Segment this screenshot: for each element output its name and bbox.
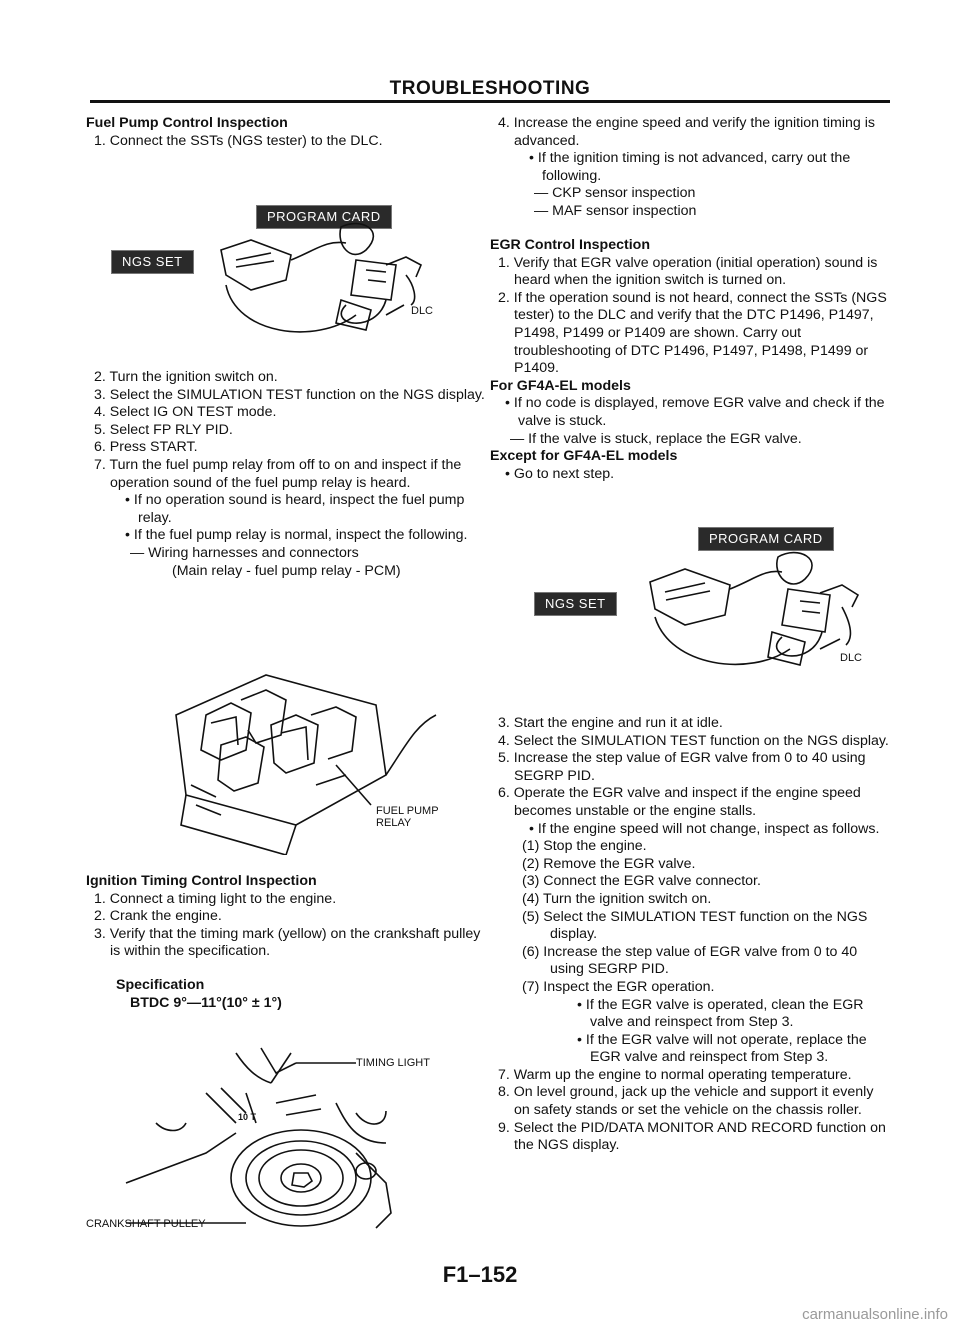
ignition-step-2: 2. Crank the engine. [94,908,222,925]
fuel-pump-relay-label-1: FUEL PUMP [376,805,439,817]
fuel-dash-1-sub: (Main relay - fuel pump relay - PCM) [172,562,401,579]
fuel-step-6: 6. Press START. [94,439,198,456]
crank-pulley-label: CRANKSHAFT PULLEY [86,1218,206,1230]
ngs-setup-figure [86,205,486,345]
egr-step-2: 2. If the operation sound is not heard, connect the SSTs (NGS tester) to the DLC and verify that the DTC P1496, P1497, P1498, P1499 or P1409 are shown. Carry out troubleshooting of DTC P1496, P1497, P1498, P1499 or P1409. [498,289,887,377]
specification [86,977,486,1012]
egr-step-4: 4. Select the SIMULATION TEST function on the NGS display. [498,732,889,749]
timing-light-label: TIMING LIGHT [356,1057,430,1069]
fuel-pump-relay-label-2: RELAY [376,817,412,829]
relay-box-figure [146,655,466,855]
egr-step-8: 8. On level ground, jack up the vehicle and support it evenly on safety stands or set the vehicle on the chassis roller. [498,1084,874,1119]
egr-step-5: 5. Increase the step value of EGR valve from 0 to 40 using SEGRP PID. [498,750,866,784]
fuel-bullet-1: • If no operation sound is heard, inspect the fuel pump relay. [125,492,465,526]
sub-step-4: (4) Turn the ignition switch on. [522,890,712,907]
fuel-step-3: 3. Select the SIMULATION TEST function on the NGS display. [94,386,485,403]
dash-ckp: — CKP sensor inspection [534,185,696,202]
timing-mark: 10 T [238,1112,257,1122]
egr-step-1: 1. Verify that EGR valve operation (initial operation) sound is heard when the ignition switch is turned on. [498,254,878,289]
page-number: F1–152 [442,1262,518,1287]
program-card-tag-2: PROGRAM CARD [698,527,834,551]
sub-step-2: (2) Remove the EGR valve. [522,855,696,872]
spec-label: Specification [116,977,205,993]
advance-bullet: • If the ignition timing is not advanced, carry out the following. [529,150,851,184]
egr-steps-b [490,715,890,1155]
fuel-step-7: 7. Turn the fuel pump relay from off to on and inspect if the operation sound of the fuel pump relay is heard. [94,456,462,491]
sub-step-5: (5) Select the SIMULATION TEST function on the NGS display. [522,908,868,943]
fuel-step-1: 1. Connect the SSTs (NGS tester) to the DLC. [94,132,383,149]
advance-section [490,115,890,221]
except-heading: Except for GF4A-EL models [490,448,678,465]
sub-step-3: (3) Connect the EGR valve connector. [522,873,761,890]
ignition-section [86,873,486,961]
sub-step-7: (7) Inspect the EGR operation. [522,978,715,995]
ign-step-4: 4. Increase the engine speed and verify the ignition timing is advanced. [498,115,875,149]
ignition-step-3: 3. Verify that the timing mark (yellow) on the crankshaft pulley is within the specification. [94,925,481,960]
fuel-dash-1: — Wiring harnesses and connectors [130,544,359,561]
fuel-heading: Fuel Pump Control Inspection [86,115,288,131]
relay-box-drawing [146,655,466,855]
fuel-step-4: 4. Select IG ON TEST mode. [94,404,277,421]
fuel-steps [86,369,486,580]
fuel-step-2: 2. Turn the ignition switch on. [94,369,278,385]
egr-step-3: 3. Start the engine and run it at idle. [498,715,723,731]
egr-step-9: 9. Select the PID/DATA MONITOR AND RECORD function on the NGS display. [498,1119,886,1154]
fuel-step-5: 5. Select FP RLY PID. [94,421,233,438]
dlc-label-2: DLC [840,652,863,664]
ngs-set-tag-2: NGS SET [534,592,617,616]
dash-maf: — MAF sensor inspection [534,202,697,219]
fuel-section [86,115,486,150]
dlc-label: DLC [411,305,434,317]
sub-bullet-2: • If the EGR valve will not operate, replace the EGR valve and reinspect from Step 3. [577,1031,867,1066]
ngs-setup-figure-2 [520,527,890,677]
timing-figure [86,1033,486,1233]
gf4a-dash: — If the valve is stuck, replace the EGR valve. [510,430,802,447]
sub-step-1: (1) Stop the engine. [522,838,647,855]
egr-section [490,237,890,483]
gf4a-bullet: • If no code is displayed, remove EGR valve and check if the valve is stuck. [505,395,885,429]
sub-step-6: (6) Increase the step value of EGR valve from 0 to 40 using SEGRP PID. [522,943,858,978]
egr-heading: EGR Control Inspection [490,237,651,253]
ignition-step-1: 1. Connect a timing light to the engine. [94,890,337,907]
sub-bullet-1: • If the EGR valve is operated, clean the EGR valve and reinspect from Step 3. [577,996,864,1031]
gf4a-heading: For GF4A-EL models [490,377,631,394]
egr-step-7: 7. Warm up the engine to normal operating temperature. [498,1066,852,1083]
watermark: carmanualsonline.info [802,1306,948,1323]
speed-bullet: • If the engine speed will not change, inspect as follows. [529,820,880,837]
ngs-set-tag: NGS SET [111,250,194,274]
ngs-device-drawing [86,205,486,345]
fuel-bullet-2: • If the fuel pump relay is normal, inspect the following. [125,527,468,544]
page-header: TROUBLESHOOTING [389,78,591,99]
program-card-tag: PROGRAM CARD [256,205,392,229]
except-bullet: • Go to next step. [505,465,615,482]
ignition-heading: Ignition Timing Control Inspection [86,873,317,889]
ngs-device-drawing-2 [520,527,890,677]
egr-step-6: 6. Operate the EGR valve and inspect if the engine speed becomes unstable or the engine stalls. [498,785,861,819]
header-rule [90,100,890,103]
spec-value: BTDC 9°—11°(10° ± 1°) [130,994,282,1011]
